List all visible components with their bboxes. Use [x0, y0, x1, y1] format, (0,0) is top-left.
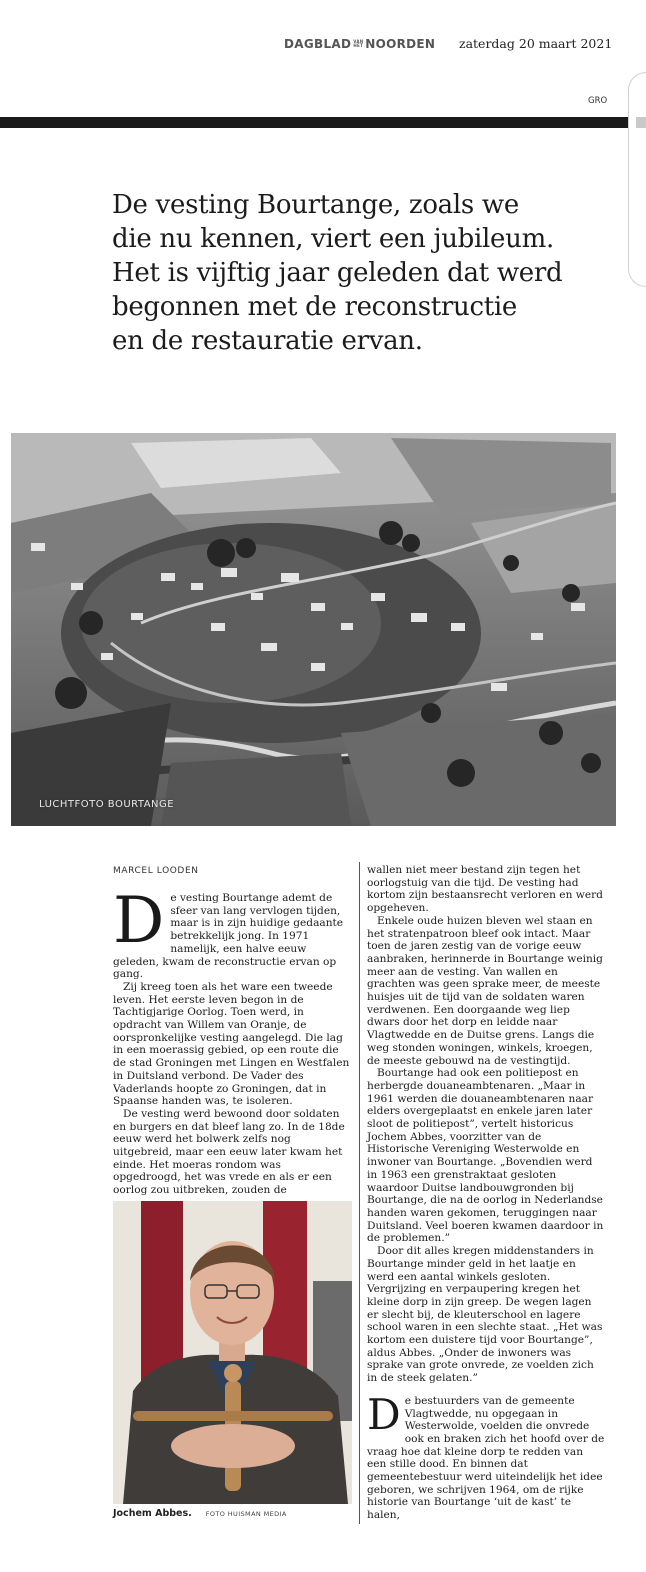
byline: MARCEL LOODEN — [113, 866, 199, 876]
issue-date: zaterdag 20 maart 2021 — [459, 36, 613, 51]
paragraph-text: e vesting Bourtange ademt de sfeer van lang vervlogen tijden, maar is in zijn huidige gedaante betrekkelijk jong. In 1971 namelijk, een halve eeuw geleden, kwam de reconstructie ervan op gang. — [113, 892, 344, 981]
page-turn-edge[interactable] — [628, 72, 646, 287]
logo-text-right: NOORDEN — [365, 37, 436, 51]
logo-text-left: DAGBLAD — [284, 37, 352, 51]
aerial-photo — [11, 433, 616, 826]
portrait-caption-name: Jochem Abbes. — [113, 1508, 192, 1519]
intro-line: begonnen met de reconstructie — [112, 292, 518, 322]
drop-cap: D — [367, 1389, 401, 1439]
portrait-caption — [113, 1508, 287, 1519]
photo-credit: FOTO HUISMAN MEDIA — [205, 1510, 287, 1518]
portrait-photo-image — [113, 1201, 352, 1504]
article-paragraph: De vesting werd bewoond door soldaten en burgers en dat bleef lang zo. In de 18de eeuw werd het bolwerk zelfs nog uitgebreid, maar een eeuw later kwam het einde. Het moeras rondom was opgedroogd, het was vrede en als er een oorlog zou uitbreken, zouden de — [113, 1107, 345, 1197]
header-rule — [0, 117, 646, 128]
article-paragraph — [367, 1389, 605, 1522]
intro-text — [112, 188, 582, 358]
article-paragraph: Enkele oude huizen bleven wel staan en het stratenpatroon bleef ook intact. Maar toen de jaren zestig van de vorige eeuw aanbraken, herinnerde in Bourtange weinig meer aan de vesting. Van wallen en grachten was geen sprake meer, de meeste huisjes uit de tijd van de soldaten waren verdwenen. Een doorgaande weg liep dwars door het dorp en leidde naar Vlagtwedde en de Duitse grens. Langs die weg stonden woningen, winkels, kroegen, de meeste gebouwd na de vestingtijd. — [367, 914, 603, 1067]
aerial-photo-image — [11, 433, 616, 826]
logo-text-mid: VAN HET — [353, 39, 364, 48]
article-column-1 — [113, 884, 351, 1197]
portrait-photo — [113, 1201, 352, 1504]
scroll-handle[interactable] — [636, 117, 646, 128]
drop-cap: D — [113, 884, 165, 958]
section-code: GRO — [588, 96, 608, 106]
article-paragraph: wallen niet meer bestand zijn tegen het oorlogstuig van die tijd. De vesting had kortom zijn bestaansrecht verloren en werd opgeheven. — [367, 864, 603, 915]
paragraph-text: e bestuurders van de gemeente Vlagtwedde, nu opgegaan in Westerwolde, voelden die onvrede ook en braken zich het hoofd over de vraag hoe dat kleine dorp te redden van een stille dood. En binnen dat gemeentebestuur werd uiteindelijk het idee geboren, we schrijven 1964, om de rijke historie van Bourtange ‘uit de kast’ te halen, — [367, 1394, 605, 1522]
article-paragraph — [113, 884, 351, 981]
article-paragraph: Zij kreeg toen als het ware een tweede leven. Het eerste leven begon in de Tachtigjarige Oorlog. Toen werd, in opdracht van Willem van Oranje, de oorspronkelijke vesting aangelegd. Die lag in een moerassig gebied, op een route die de stad Groningen met Lingen en Westfalen in Duitsland verbond. De Vader des Vaderlands hoopte zo Groningen, dat in Spaanse handen was, te isoleren. — [113, 980, 350, 1108]
newspaper-logo — [284, 34, 435, 54]
intro-line: De vesting Bourtange, zoals we — [112, 190, 519, 220]
aerial-photo-caption: LUCHTFOTO BOURTANGE — [39, 799, 175, 810]
article-paragraph: Bourtange had ook een politiepost en herbergde douaneambtenaren. „Maar in 1961 werden die douaneambtenaren naar elders overgeplaatst en enkele jaren later sloot de politiepost”, vertelt historicus Jochem Abbes, voorzitter van de Historische Vereniging Westerwolde en inwoner van Bourtange. „Bovendien werd in 1963 een grenstraktaat gesloten waardoor Duitse landbouwgronden bij Bourtange, die na de oorlog in Nederlandse handen waren gekomen, teruggingen naar Duitsland. Veel boeren kwamen daardoor in de problemen.” — [367, 1067, 604, 1245]
intro-line: en de restauratie ervan. — [112, 326, 423, 356]
intro-line: Het is vijftig jaar geleden dat werd — [112, 258, 563, 288]
article-column-2 — [367, 864, 605, 1522]
column-divider — [359, 862, 360, 1524]
intro-line: die nu kennen, viert een jubileum. — [112, 224, 554, 254]
article-paragraph: Door dit alles kregen middenstanders in Bourtange minder geld in het laatje en werd een aantal winkels gesloten. Vergrijzing en verpaupering kregen het kleine dorp in zijn greep. De wegen lagen er slecht bij, de kleuterschool en lagere school waren in een slechte staat. „Het was kortom een duistere tijd voor Bourtange”, aldus Abbes. „Onder de inwoners was sprake van grote onvrede, ze voelden zich in de steek gelaten.” — [367, 1245, 603, 1385]
